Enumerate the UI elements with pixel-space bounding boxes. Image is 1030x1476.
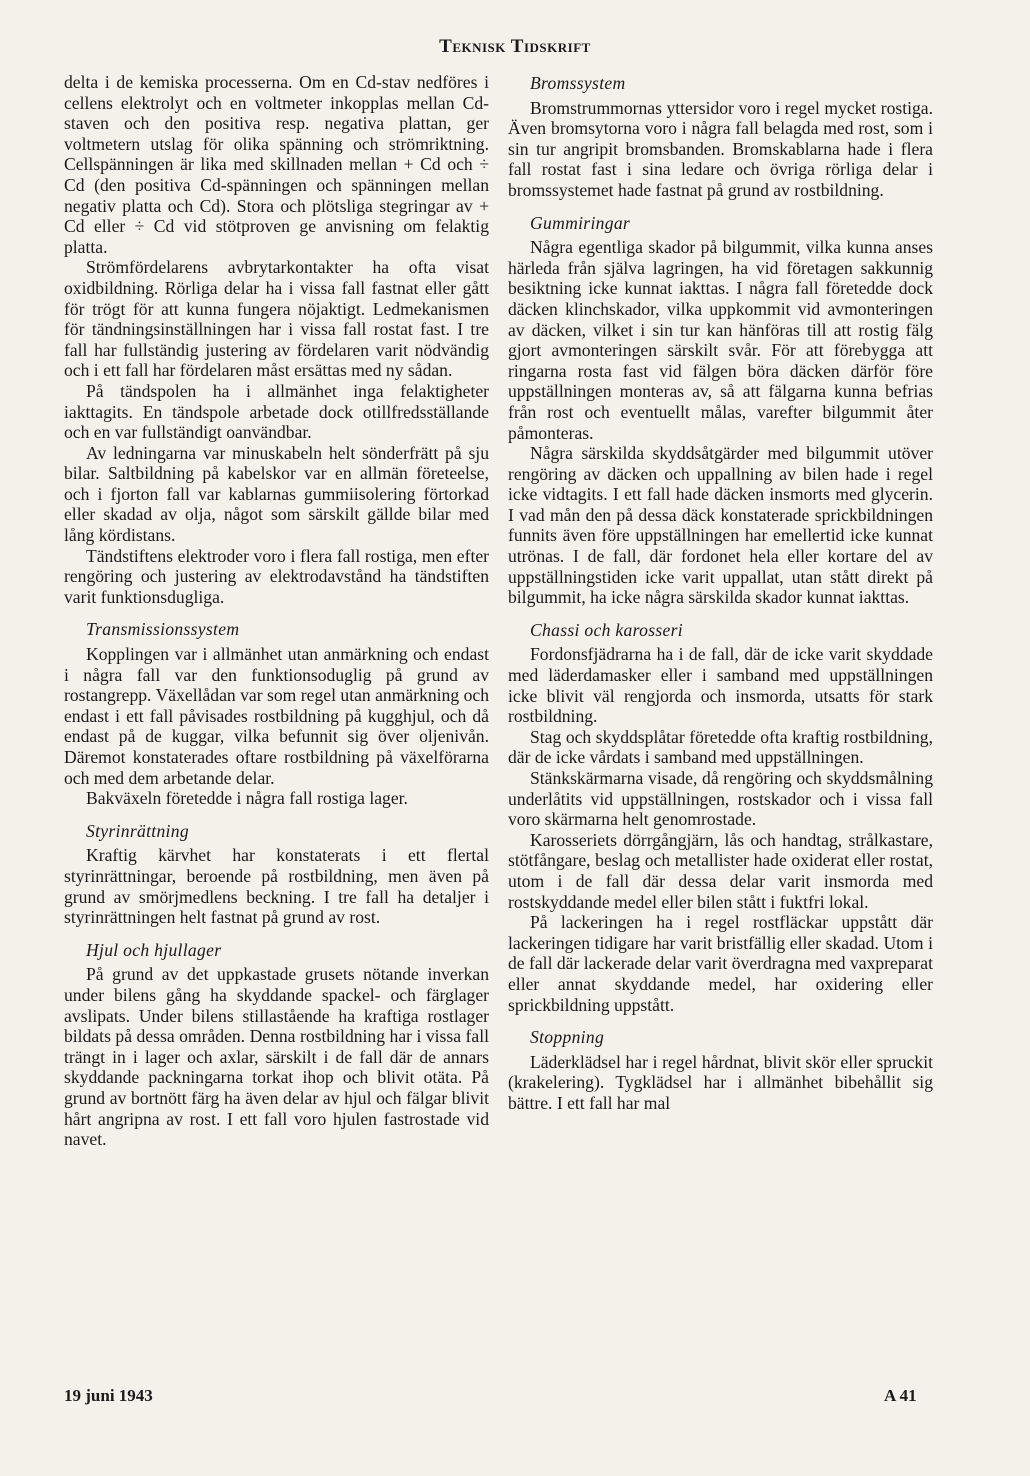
section-heading-bromssystem: Bromssystem	[530, 73, 626, 93]
section-heading-transmission: Transmissionssystem	[86, 619, 240, 640]
paragraph: Kraftig kärvhet har konstaterats i ett flertal styrinrättningar, beroende på rostbildning, men även på grund av smörjmedlens beckning. I tre fall ha detaljer i styrinrättningen helt fastnat på grund av rost.	[64, 845, 489, 928]
left-column	[64, 72, 489, 1150]
paragraph: Några egentliga skador på bilgummit, vilka kunna anses härleda från själva lagringen, ha vid företagen sakkunnig besiktning icke kunnat iakttas. I några fall företedde dock däcken klinchskador, vilka uppkommit vid avmonteringen av däcken, vilket i sin tur kan hänföras till att rostig fälg gjort avmonteringen särskilt svår. För att förebygga att ringarna rosta fast vid fälgen böra däcken därför före uppställningen monteras av, så att fälgarna kunna befrias från rost och eventuellt målas, varefter bilgummit åter påmonteras.	[508, 237, 933, 443]
paragraph: Några särskilda skyddsåtgärder med bilgummit utöver rengöring av däcken och uppallning av bilen hade i regel icke vidtagits. I ett fall hade däcken insmorts med glycerin. I vad mån den på dessa däck konstaterade sprickbildningen funnits även före uppställningen har emellertid icke kunnat utrönas. I de fall, där fordonet hela eller kortare del av uppställningstiden icke varit uppallat, utan stått direkt på bilgummit, ha icke några särskilda skador kunnat iakttas.	[508, 443, 933, 608]
paragraph: På grund av det uppkastade grusets nötande inverkan under bilens gång ha skyddande spackel- och färglager avslipats. Under bilens stillastående ha kraftiga rostlager bildats på dessa områden. Denna rostbildning har i vissa fall trängt in i lager och axlar, särskilt i de fall där de annars skyddande packningarna torkat ihop och blivit otäta. På grund av bortnött färg ha även delar av hjul och fälgar blivit hårt angripna av rost. I ett fall voro hjulen fastrostade vid navet.	[64, 964, 489, 1150]
right-column	[508, 73, 933, 1114]
paragraph: Tändstiftens elektroder voro i flera fall rostiga, men efter rengöring och justering av elektrodavstånd ha tändstiften varit funktionsdugliga.	[64, 545, 489, 607]
paragraph: Stänkskärmarna visade, då rengöring och skyddsmålning underlåtits vid uppställningen, rostskador och i vissa fall voro skärmarna helt genomrostade.	[508, 768, 933, 830]
section-heading-chassi: Chassi och karosseri	[530, 619, 683, 640]
section-heading-gummiringar: Gummiringar	[530, 212, 631, 233]
paragraph: Bromstrummornas yttersidor voro i regel mycket rostiga. Även bromsytorna voro i några fall belagda med rost, som i sin tur angripit bromsbanden. Bromskablarna hade i flera fall rostat fast i sina ledare och övriga rörliga delar i bromssystemet hade fastnat på grund av rostbildning.	[508, 97, 933, 200]
paragraph: Bakväxeln företedde i några fall rostiga lager.	[86, 788, 408, 809]
paragraph: Karosseriets dörrgångjärn, lås och handtag, strålkastare, stötfångare, beslag och metallister hade oxiderat eller rostat, utom i de fall där dessa delar varit insmorda med rostskyddande medel eller bilen stått i fuktfri lokal.	[508, 829, 933, 912]
page-number: A 41	[884, 1386, 917, 1405]
paragraph: På lackeringen ha i regel rostfläckar uppstått där lackeringen tidigare har varit bristfällig eller skadad. Utom i de fall där lackerade delar varit överdragna med vaxpreparat eller annat skyddande medel, har oxidering eller sprickbildning uppstått.	[508, 912, 933, 1015]
section-heading-hjul: Hjul och hjullager	[86, 939, 222, 960]
paragraph: Kopplingen var i allmänhet utan anmärkning och endast i några fall var den funktionsoduglig på grund av rostangrepp. Växellådan var som regel utan anmärkning och endast i ett fall påvisades rostbildning på kugghjul, och då endast på de kuggar, vilka befunnit sig över oljenivån. Däremot konstaterades oftare rostbildning på växelförarna och med dem arbetande delar.	[64, 644, 489, 788]
paragraph: På tändspolen ha i allmänhet inga felaktigheter iakttagits. En tändspole arbetade dock otillfredsställande och en var fullständigt oanvändbar.	[64, 380, 489, 443]
paragraph: Av ledningarna var minuskabeln helt sönderfrätt på sju bilar. Saltbildning på kabelskor var en allmän företeelse, och i fjorton fall var kablarnas gummiisolering förtorkad eller skadad av olja, något som särskilt gällde bilar med lång kördistans.	[64, 442, 489, 546]
paragraph: Strömfördelarens avbrytarkontakter ha ofta visat oxidbildning. Rörliga delar ha i vissa fall fastnat eller gått för trögt för att kunna fungera nöjaktigt. Ledmekanismen för tändningsinställningen har i vissa fall rostat fast. I tre fall har fullständig justering av fördelaren varit nödvändig och i ett fall har fördelaren måst ersättas med ny sådan.	[64, 257, 489, 381]
section-heading-stoppning: Stoppning	[530, 1027, 605, 1048]
issue-date: 19 juni 1943	[64, 1386, 153, 1405]
paragraph: Fordonsfjädrarna ha i de fall, där de icke varit skyddade med läderdamasker eller i samband med uppställningen icke blivit väl rengjorda och insmorda, utsatts för stark rostbildning.	[508, 644, 933, 727]
paragraph: delta i de kemiska processerna. Om en Cd-stav nedföres i cellens elektrolyt och en voltmeter inkopplas mellan Cd-staven och den positiva resp. negativa plattan, ger voltmetern utslag för olika spänning och strömriktning. Cellspänningen är lika med skillnaden mellan + Cd och ÷ Cd (den positiva Cd-spänningen och spänningen mellan negativ platta och Cd). Stora och plötsliga stegringar av + Cd eller ÷ Cd vid stötproven ge anvisning om felaktig platta.	[64, 72, 489, 257]
paragraph: Stag och skyddsplåtar företedde ofta kraftig rostbildning, där de icke vårdats i samband med uppställningen.	[508, 726, 933, 768]
journal-masthead: Teknisk Tidskrift	[439, 36, 591, 57]
section-heading-styrinrattning: Styrinrättning	[86, 820, 189, 841]
paragraph: Läderklädsel har i regel hårdnat, blivit skör eller spruckit (krakelering). Tygklädsel har i allmänhet bibehållit sig bättre. I ett fall har mal	[508, 1051, 933, 1113]
